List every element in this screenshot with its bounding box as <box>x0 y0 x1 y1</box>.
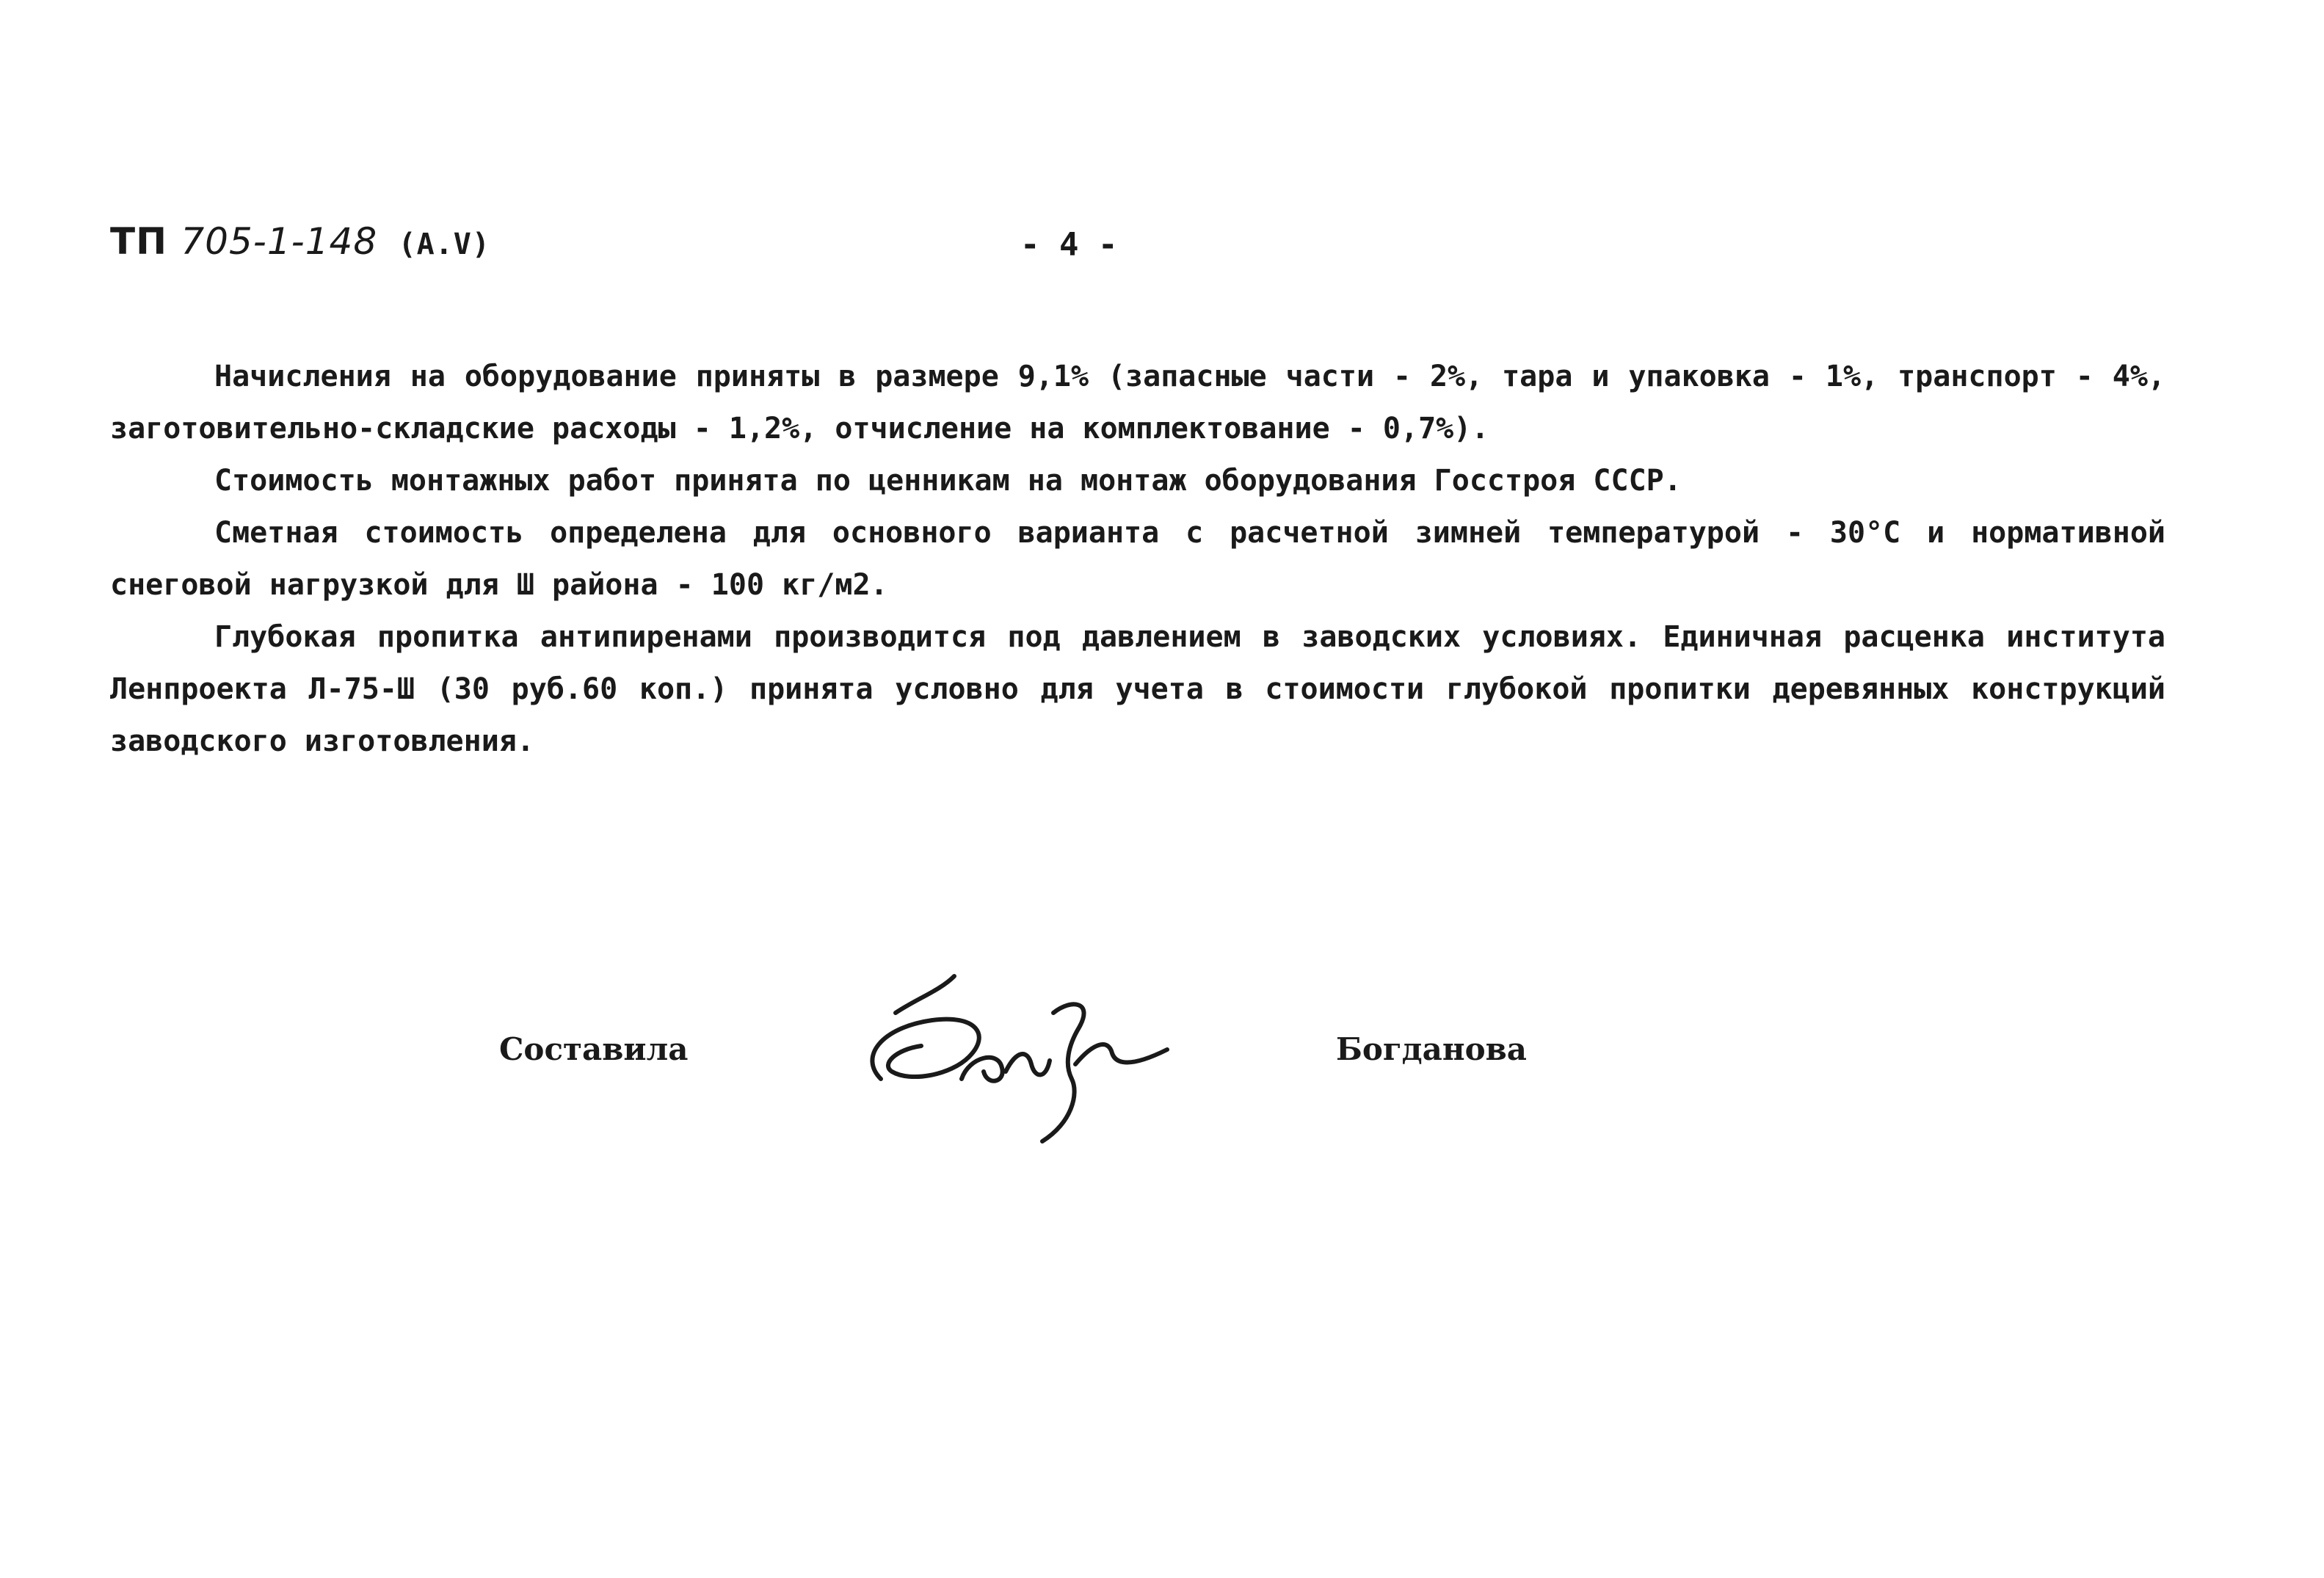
paragraph-installation-cost: Стоимость монтажных работ принята по ценникам на монтаж оборудования Госстроя СССР. <box>214 464 1682 498</box>
handwritten-signature <box>851 969 1189 1145</box>
signer-name: Богданова <box>1336 1031 1527 1067</box>
paragraph-estimate-basis: Сметная стоимость определена для основного варианта с расчетной зимней температурой - 30°С и нормативной снеговой нагрузкой для Ш района - 100 кг/м2. <box>110 516 2165 602</box>
document-code <box>110 220 490 263</box>
doc-prefix: ТП <box>110 220 167 263</box>
paragraph-equipment-charges: Начисления на оборудование приняты в размере 9,1% (запасные части - 2%, тара и упаковка - 1%, транспорт - 4%, заготовительно-складские расходы - 1,2%, отчисление на комплектование - 0,7%). <box>110 360 2165 446</box>
doc-suffix: (A.V) <box>398 228 490 261</box>
paragraph-fire-retardant: Глубокая пропитка антипиренами производится под давлением в заводских условиях. Единичная расценка института Ленпроекта Л-75-Ш (30 руб.60 коп.) принята условно для учета в стоимости глубокой пропитки деревянных конструкций заводского изготовления. <box>110 620 2165 758</box>
signature-block <box>499 969 1600 1145</box>
body-text <box>110 351 2165 768</box>
page-number: - 4 - <box>1020 226 1118 263</box>
doc-number: 705-1-148 <box>181 220 378 263</box>
page-header <box>110 220 1118 279</box>
signature-label: Составила <box>499 1031 689 1067</box>
